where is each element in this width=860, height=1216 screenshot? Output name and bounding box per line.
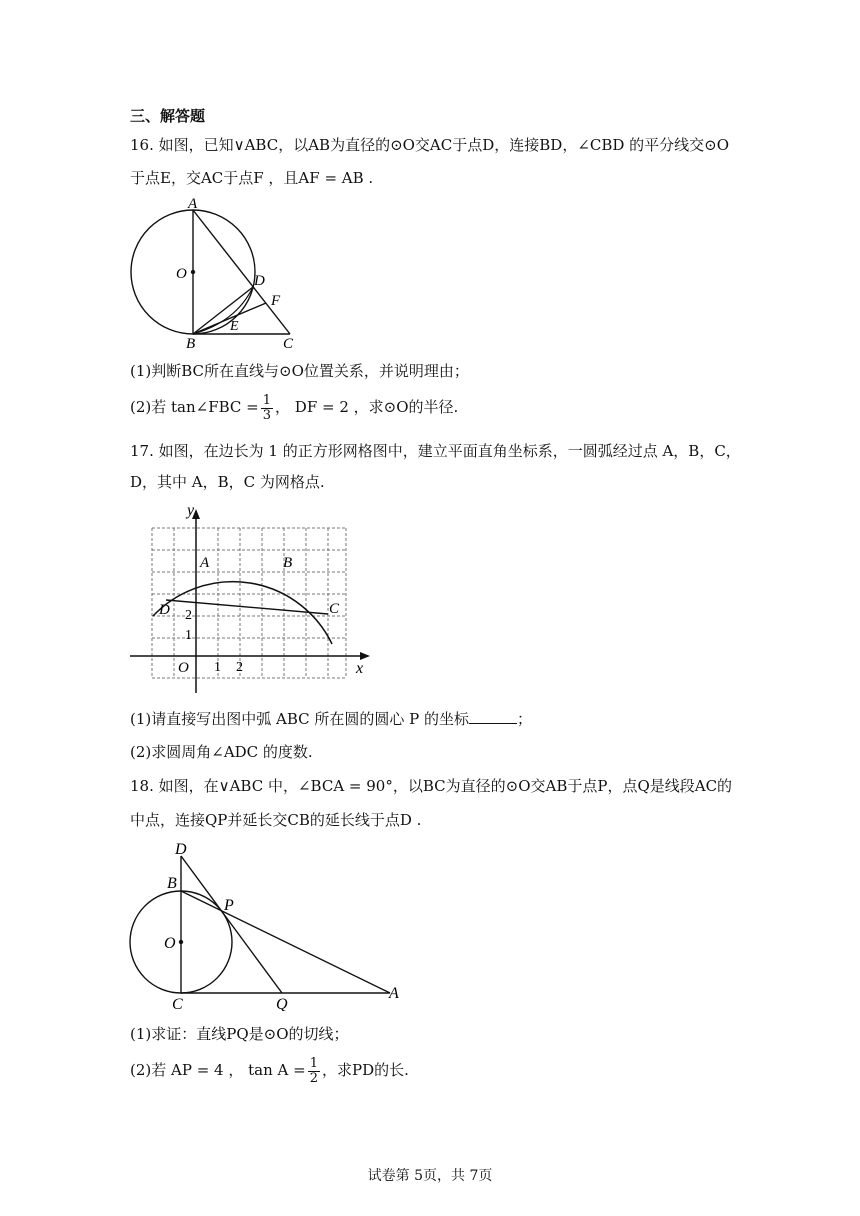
q17-sub1-post: ； xyxy=(517,710,533,728)
q16-label-c: C xyxy=(283,336,294,350)
q17-tick-x2: 2 xyxy=(236,660,243,675)
q18-label-o: O xyxy=(164,935,176,952)
q16-sub2 xyxy=(130,391,458,423)
q16-sub1: (1)判断BC所在直线与⊙O位置关系，并说明理由； xyxy=(130,362,469,380)
q18-label-d: D xyxy=(175,841,187,858)
q16-sub2-post: ， DF = 2 ，求⊙O的半径. xyxy=(275,398,459,416)
q18-sub2-pre: (2)若 AP = 4 ， tan A = xyxy=(130,1061,306,1079)
q18-sub2 xyxy=(130,1054,409,1086)
q17-sub1 xyxy=(130,709,532,729)
q17-text-line1: 17. 如图，在边长为 1 的正方形网格图中，建立平面直角坐标系，一圆弧经过点 A，B，C， xyxy=(130,442,741,460)
q18-frac-num: 1 xyxy=(309,1055,318,1071)
q17-tick-x1: 1 xyxy=(214,660,221,675)
q16-label-d: D xyxy=(254,273,265,289)
q18-sub2-post: ，求PD的长. xyxy=(321,1061,409,1079)
q18-label-a: A xyxy=(389,985,399,1002)
q17-arc-abc xyxy=(153,582,332,644)
q18-segment-dq xyxy=(181,856,282,993)
q16-label-o: O xyxy=(176,266,187,282)
q17-label-y: y xyxy=(187,503,195,519)
q18-text-line1: 18. 如图，在∨ABC 中，∠BCA = 90°，以BC为直径的⊙O交AB于点P，点Q是线段AC的 xyxy=(130,777,733,795)
q16-text-line1: 16. 如图，已知∨ABC，以AB为直径的⊙O交AC于点D，连接BD，∠CBD 的平分线交⊙O xyxy=(130,136,730,154)
q17-label-d: D xyxy=(159,602,170,618)
q17-figure xyxy=(126,503,376,699)
q16-figure xyxy=(126,194,316,350)
q18-center-dot xyxy=(179,940,183,944)
q17-sub1-pre: (1)请直接写出图中弧 ABC 所在圆的圆心 P 的坐标 xyxy=(130,710,470,728)
q18-label-b: B xyxy=(167,875,177,892)
section-title: 三、解答题 xyxy=(130,107,206,125)
q16-label-f: F xyxy=(271,293,281,309)
q16-label-a: A xyxy=(188,196,198,212)
q18-label-q: Q xyxy=(276,996,288,1011)
q16-sub2-pre: (2)若 tan∠FBC = xyxy=(130,398,259,416)
q16-frac-den: 3 xyxy=(262,407,272,423)
q18-frac-den: 2 xyxy=(309,1070,318,1086)
q16-center-dot xyxy=(191,270,195,274)
q17-label-a: A xyxy=(200,555,210,571)
q18-label-c: C xyxy=(172,996,183,1011)
q16-text-line2: 于点E，交AC于点F ，且AF = AB . xyxy=(130,169,374,187)
q17-tick-y1: 1 xyxy=(185,628,192,643)
q18-text-line2: 中点，连接QP并延长交CB的延长线于点D . xyxy=(130,811,422,829)
q18-segment-ba xyxy=(181,891,390,993)
q17-tick-y2: 2 xyxy=(185,608,192,623)
q16-label-b: B xyxy=(186,336,196,350)
q17-label-o: O xyxy=(178,660,189,676)
q16-frac-num: 1 xyxy=(262,392,272,408)
q17-label-b: B xyxy=(283,555,293,571)
q17-x-arrow xyxy=(360,652,370,660)
q18-figure xyxy=(126,836,410,1011)
q16-segment-ac xyxy=(193,210,290,334)
q17-answer-blank xyxy=(469,709,517,724)
q17-label-c: C xyxy=(329,601,340,617)
q16-label-e: E xyxy=(230,319,239,334)
q18-sub2-fraction xyxy=(308,1057,320,1086)
q18-label-p: P xyxy=(224,897,234,914)
q17-label-x: x xyxy=(356,660,364,677)
q16-sub2-fraction xyxy=(261,394,273,423)
page-footer: 试卷第 5页，共 7页 xyxy=(367,1168,493,1184)
q18-sub1: (1)求证：直线PQ是⊙O的切线； xyxy=(130,1025,349,1043)
q17-text-line2: D，其中 A，B，C 为网格点. xyxy=(130,473,325,491)
q17-sub2: (2)求圆周角∠ADC 的度数. xyxy=(130,743,313,761)
